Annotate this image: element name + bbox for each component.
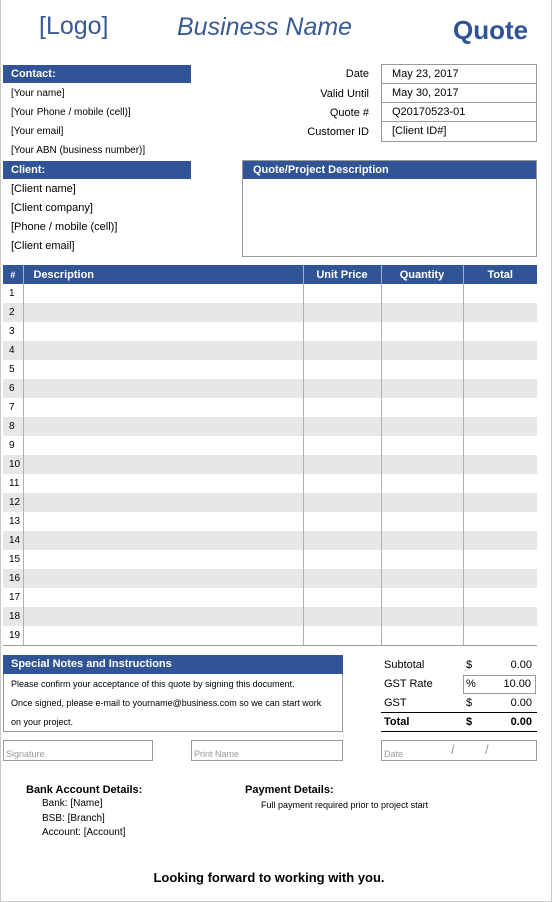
row-number: 14 bbox=[3, 531, 23, 550]
quantity-cell[interactable] bbox=[381, 284, 463, 303]
project-description-heading: Quote/Project Description bbox=[243, 161, 536, 179]
total-underline bbox=[381, 731, 537, 732]
payment-terms: Full payment required prior to project start bbox=[261, 800, 429, 810]
total-cell[interactable] bbox=[463, 569, 537, 588]
quantity-cell[interactable] bbox=[381, 626, 463, 645]
table-row bbox=[3, 436, 537, 455]
row-number: 3 bbox=[3, 322, 23, 341]
contact-email: [Your email] bbox=[11, 126, 64, 137]
quantity-cell[interactable] bbox=[381, 398, 463, 417]
table-row bbox=[3, 493, 537, 512]
quantity-cell[interactable] bbox=[381, 474, 463, 493]
description-cell[interactable] bbox=[23, 322, 303, 341]
total-cell[interactable] bbox=[463, 607, 537, 626]
total-cell[interactable] bbox=[463, 550, 537, 569]
row-number: 5 bbox=[3, 360, 23, 379]
description-cell[interactable] bbox=[23, 588, 303, 607]
unit-price-cell[interactable] bbox=[303, 341, 381, 360]
unit-price-cell[interactable] bbox=[303, 379, 381, 398]
description-cell[interactable] bbox=[23, 474, 303, 493]
description-cell[interactable] bbox=[23, 284, 303, 303]
date-value[interactable]: May 23, 2017 bbox=[392, 68, 459, 80]
description-cell[interactable] bbox=[23, 455, 303, 474]
contact-heading: Contact: bbox=[3, 65, 191, 83]
gst-rate-label: GST Rate bbox=[384, 678, 433, 690]
date-separator: / bbox=[485, 742, 489, 757]
date-field[interactable]: Date bbox=[381, 740, 537, 761]
row-number: 16 bbox=[3, 569, 23, 588]
quantity-cell[interactable] bbox=[381, 322, 463, 341]
table-row bbox=[3, 550, 537, 569]
row-number: 12 bbox=[3, 493, 23, 512]
total-cell[interactable] bbox=[463, 626, 537, 645]
print-name-field[interactable]: Print Name bbox=[191, 740, 343, 761]
description-cell[interactable] bbox=[23, 607, 303, 626]
total-divider bbox=[381, 712, 537, 713]
valid-until-value[interactable]: May 30, 2017 bbox=[392, 87, 459, 99]
table-row bbox=[3, 398, 537, 417]
description-cell[interactable] bbox=[23, 531, 303, 550]
customer-id-value[interactable]: [Client ID#] bbox=[392, 125, 447, 137]
total-cell[interactable] bbox=[463, 474, 537, 493]
total-cell[interactable] bbox=[463, 417, 537, 436]
meta-divider bbox=[381, 121, 537, 122]
total-cell[interactable] bbox=[463, 531, 537, 550]
client-company: [Client company] bbox=[11, 202, 93, 214]
description-cell[interactable] bbox=[23, 436, 303, 455]
description-cell[interactable] bbox=[23, 303, 303, 322]
client-heading: Client: bbox=[3, 161, 191, 179]
unit-price-cell[interactable] bbox=[303, 436, 381, 455]
bank-bsb: BSB: [Branch] bbox=[42, 813, 105, 824]
description-cell[interactable] bbox=[23, 417, 303, 436]
quantity-cell[interactable] bbox=[381, 493, 463, 512]
total-currency: $ bbox=[466, 716, 473, 728]
bank-heading: Bank Account Details: bbox=[26, 784, 143, 796]
total-cell[interactable] bbox=[463, 436, 537, 455]
total-cell[interactable] bbox=[463, 398, 537, 417]
table-row bbox=[3, 588, 537, 607]
quantity-cell[interactable] bbox=[381, 303, 463, 322]
quantity-cell[interactable] bbox=[381, 569, 463, 588]
contact-phone: [Your Phone / mobile (cell)] bbox=[11, 107, 131, 118]
table-row bbox=[3, 455, 537, 474]
gst-currency: $ bbox=[466, 697, 473, 709]
notes-heading: Special Notes and Instructions bbox=[3, 655, 343, 674]
quantity-cell[interactable] bbox=[381, 512, 463, 531]
meta-divider bbox=[381, 83, 537, 84]
document-title: Quote bbox=[453, 15, 529, 45]
unit-price-cell[interactable] bbox=[303, 303, 381, 322]
description-cell[interactable] bbox=[23, 512, 303, 531]
gst-rate-unit: % bbox=[466, 678, 476, 690]
total-cell[interactable] bbox=[463, 322, 537, 341]
table-row bbox=[3, 607, 537, 626]
table-row bbox=[3, 379, 537, 398]
unit-price-cell[interactable] bbox=[303, 284, 381, 303]
client-phone: [Phone / mobile (cell)] bbox=[11, 221, 118, 233]
row-number: 7 bbox=[3, 398, 23, 417]
table-row bbox=[3, 322, 537, 341]
description-cell[interactable] bbox=[23, 550, 303, 569]
row-number: 1 bbox=[3, 284, 23, 303]
total-cell[interactable] bbox=[463, 493, 537, 512]
notes-line: Once signed, please e-mail to yourname@business.com so we can start work bbox=[11, 698, 322, 708]
unit-price-cell[interactable] bbox=[303, 493, 381, 512]
row-number: 11 bbox=[3, 474, 23, 493]
row-number: 4 bbox=[3, 341, 23, 360]
subtotal-label: Subtotal bbox=[384, 659, 425, 671]
row-number: 9 bbox=[3, 436, 23, 455]
total-cell[interactable] bbox=[463, 455, 537, 474]
table-row bbox=[3, 303, 537, 322]
unit-price-cell[interactable] bbox=[303, 322, 381, 341]
payment-heading: Payment Details: bbox=[245, 784, 334, 796]
description-cell[interactable] bbox=[23, 341, 303, 360]
meta-divider bbox=[381, 102, 537, 103]
contact-name: [Your name] bbox=[11, 88, 65, 99]
unit-price-cell[interactable] bbox=[303, 550, 381, 569]
valid-until-label: Valid Until bbox=[320, 88, 369, 100]
notes-line: Please confirm your acceptance of this quote by signing this document. bbox=[11, 679, 295, 689]
unit-price-cell[interactable] bbox=[303, 588, 381, 607]
customer-id-label: Customer ID bbox=[307, 126, 369, 138]
col-header-description: Description bbox=[23, 265, 303, 284]
col-header-quantity: Quantity bbox=[381, 265, 463, 284]
quantity-cell[interactable] bbox=[381, 531, 463, 550]
table-row bbox=[3, 360, 537, 379]
quote-number-label: Quote # bbox=[329, 107, 369, 119]
unit-price-cell[interactable] bbox=[303, 512, 381, 531]
total-cell[interactable] bbox=[463, 512, 537, 531]
unit-price-cell[interactable] bbox=[303, 360, 381, 379]
unit-price-cell[interactable] bbox=[303, 398, 381, 417]
bank-account: Account: [Account] bbox=[42, 827, 126, 838]
unit-price-cell[interactable] bbox=[303, 626, 381, 645]
unit-price-cell[interactable] bbox=[303, 417, 381, 436]
logo-placeholder: [Logo] bbox=[39, 12, 109, 40]
row-number: 10 bbox=[3, 455, 23, 474]
quantity-cell[interactable] bbox=[381, 417, 463, 436]
client-name: [Client name] bbox=[11, 183, 76, 195]
quantity-cell[interactable] bbox=[381, 341, 463, 360]
quantity-cell[interactable] bbox=[381, 360, 463, 379]
description-cell[interactable] bbox=[23, 626, 303, 645]
description-cell[interactable] bbox=[23, 569, 303, 588]
contact-abn: [Your ABN (business number)] bbox=[11, 145, 146, 156]
total-label: Total bbox=[384, 716, 410, 728]
business-name: Business Name bbox=[177, 13, 353, 41]
subtotal-value: 0.00 bbox=[510, 659, 532, 671]
table-row bbox=[3, 512, 537, 531]
quantity-cell[interactable] bbox=[381, 588, 463, 607]
col-header-total: Total bbox=[463, 265, 537, 284]
description-cell[interactable] bbox=[23, 360, 303, 379]
total-cell[interactable] bbox=[463, 284, 537, 303]
table-row bbox=[3, 474, 537, 493]
closing-message: Looking forward to working with you. bbox=[153, 870, 385, 885]
date-separator: / bbox=[451, 742, 455, 757]
row-number: 18 bbox=[3, 607, 23, 626]
date-label: Date bbox=[345, 68, 369, 80]
quantity-cell[interactable] bbox=[381, 550, 463, 569]
total-value: 0.00 bbox=[510, 716, 532, 728]
table-row bbox=[3, 626, 537, 645]
row-number: 2 bbox=[3, 303, 23, 322]
row-number: 19 bbox=[3, 626, 23, 645]
unit-price-cell[interactable] bbox=[303, 569, 381, 588]
row-number: 15 bbox=[3, 550, 23, 569]
description-cell[interactable] bbox=[23, 398, 303, 417]
gst-label: GST bbox=[384, 697, 407, 709]
row-number: 8 bbox=[3, 417, 23, 436]
line-items-table bbox=[3, 265, 537, 646]
quantity-cell[interactable] bbox=[381, 379, 463, 398]
gst-value: 0.00 bbox=[510, 697, 532, 709]
subtotal-currency: $ bbox=[466, 659, 473, 671]
unit-price-cell[interactable] bbox=[303, 455, 381, 474]
notes-line: on your project. bbox=[11, 717, 74, 727]
total-cell[interactable] bbox=[463, 341, 537, 360]
quote-number-value[interactable]: Q20170523-01 bbox=[392, 106, 466, 118]
quantity-cell[interactable] bbox=[381, 607, 463, 626]
table-row bbox=[3, 341, 537, 360]
client-email: [Client email] bbox=[11, 240, 75, 252]
table-row bbox=[3, 284, 537, 303]
row-number: 6 bbox=[3, 379, 23, 398]
unit-price-cell[interactable] bbox=[303, 531, 381, 550]
row-number: 13 bbox=[3, 512, 23, 531]
col-header-number: # bbox=[3, 265, 23, 284]
table-row bbox=[3, 531, 537, 550]
col-header-unit-price: Unit Price bbox=[303, 265, 381, 284]
table-row bbox=[3, 569, 537, 588]
quantity-cell[interactable] bbox=[381, 436, 463, 455]
total-cell[interactable] bbox=[463, 588, 537, 607]
description-cell[interactable] bbox=[23, 493, 303, 512]
table-row bbox=[3, 417, 537, 436]
signature-field[interactable]: Signature bbox=[3, 740, 153, 761]
description-cell[interactable] bbox=[23, 379, 303, 398]
bank-name: Bank: [Name] bbox=[42, 798, 103, 809]
total-cell[interactable] bbox=[463, 379, 537, 398]
total-cell[interactable] bbox=[463, 303, 537, 322]
quantity-cell[interactable] bbox=[381, 455, 463, 474]
row-number: 17 bbox=[3, 588, 23, 607]
total-cell[interactable] bbox=[463, 360, 537, 379]
unit-price-cell[interactable] bbox=[303, 607, 381, 626]
unit-price-cell[interactable] bbox=[303, 474, 381, 493]
gst-rate-value[interactable]: 10.00 bbox=[503, 678, 531, 690]
